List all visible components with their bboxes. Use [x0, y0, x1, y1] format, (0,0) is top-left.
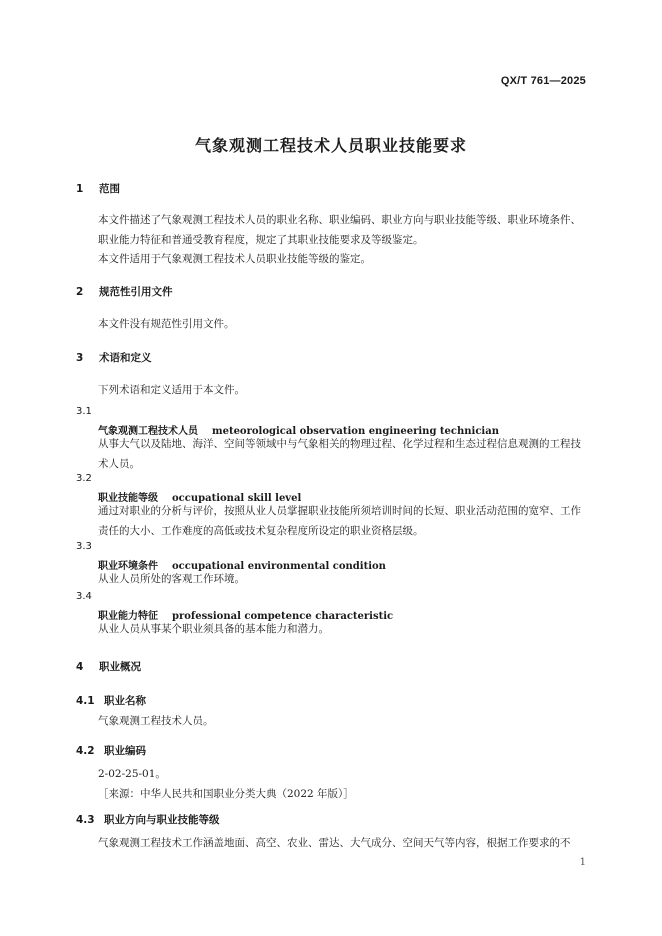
subsection-title: 职业编码: [104, 745, 146, 757]
paragraph-text: 2-02-25-01。: [98, 768, 166, 780]
term-number: 3.4: [76, 591, 92, 602]
term-number: 3.1: [76, 406, 92, 417]
paragraph: [76, 211, 587, 270]
paragraph: [76, 315, 587, 335]
subsection-number: 4.3: [76, 814, 95, 826]
term-definition: [76, 435, 587, 474]
term-number: 3.3: [76, 541, 92, 552]
term-zh: 职业能力特征: [98, 611, 158, 622]
subsection-title: 职业方向与职业技能等级: [104, 814, 220, 826]
paragraph: [76, 712, 587, 732]
definition-text: 从业人员所处的客观工作环境。: [98, 573, 245, 585]
term-zh: 职业环境条件: [98, 561, 158, 572]
definition-text: 从事大气以及陆地、海洋、空间等领域中与气象相关的物理过程、化学过程和生态过程信息观测的工程技术人员。: [98, 438, 581, 470]
paragraph: [76, 765, 587, 804]
term-zh: 职业技能等级: [98, 493, 158, 504]
document-title: 气象观测工程技术人员职业技能要求: [194, 136, 467, 155]
paragraph-text: 下列术语和定义适用于本文件。: [98, 384, 245, 396]
term-en: professional competence characteristic: [172, 611, 394, 622]
section-title: 范围: [99, 183, 120, 195]
term-definition: [76, 620, 587, 640]
section-heading-1: [76, 181, 120, 196]
section-number: 4: [76, 661, 84, 673]
source-note: ［来源：中华人民共和国职业分类大典（2022 年版）］: [98, 787, 354, 800]
term-en: meteorological observation engineering technician: [212, 426, 499, 437]
subsection-heading-4-3: [76, 812, 220, 827]
section-heading-2: [76, 284, 173, 299]
definition-text: 从业人员从事某个职业须具备的基本能力和潜力。: [98, 623, 329, 635]
paragraph-text: 本文件描述了气象观测工程技术人员的职业名称、职业编码、职业方向与职业技能等级、职业环境条件、职业能力特征和普通受教育程度，规定了其职业技能要求及等级鉴定。: [98, 214, 581, 246]
paragraph: [76, 834, 587, 854]
paragraph-text: 气象观测工程技术人员。: [98, 715, 214, 727]
page-number: 1: [579, 857, 586, 868]
section-title: 职业概况: [99, 661, 141, 673]
definition-text: 通过对职业的分析与评价，按照从业人员掌握职业技能所须培训时间的长短、职业活动范围的宽窄、工作责任的大小、工作难度的高低或技术复杂程度所设定的职业资格层级。: [98, 505, 581, 537]
subsection-number: 4.2: [76, 745, 95, 757]
subsection-heading-4-1: [76, 693, 146, 708]
term-definition: [76, 502, 587, 541]
section-number: 1: [76, 183, 84, 195]
subsection-heading-4-2: [76, 743, 146, 758]
term-definition: [76, 570, 587, 590]
term-en: occupational environmental condition: [172, 561, 386, 572]
term-en: occupational skill level: [172, 493, 302, 504]
section-heading-4: [76, 659, 141, 674]
term-number: 3.2: [76, 473, 92, 484]
paragraph-text: 本文件没有规范性引用文件。: [98, 318, 235, 330]
standard-code: QX/T 761—2025: [500, 75, 586, 87]
section-title: 规范性引用文件: [99, 286, 173, 298]
section-number: 2: [76, 286, 84, 298]
subsection-number: 4.1: [76, 695, 95, 707]
paragraph-text: 气象观测工程技术工作涵盖地面、高空、农业、雷达、大气成分、空间天气等内容，根据工作要求的不: [98, 837, 571, 849]
section-number: 3: [76, 352, 84, 364]
section-heading-3: [76, 350, 152, 365]
paragraph: [76, 381, 587, 401]
paragraph-text: 本文件适用于气象观测工程技术人员职业技能等级的鉴定。: [98, 253, 371, 265]
subsection-title: 职业名称: [104, 695, 146, 707]
section-title: 术语和定义: [99, 352, 152, 364]
term-zh: 气象观测工程技术人员: [98, 426, 198, 437]
